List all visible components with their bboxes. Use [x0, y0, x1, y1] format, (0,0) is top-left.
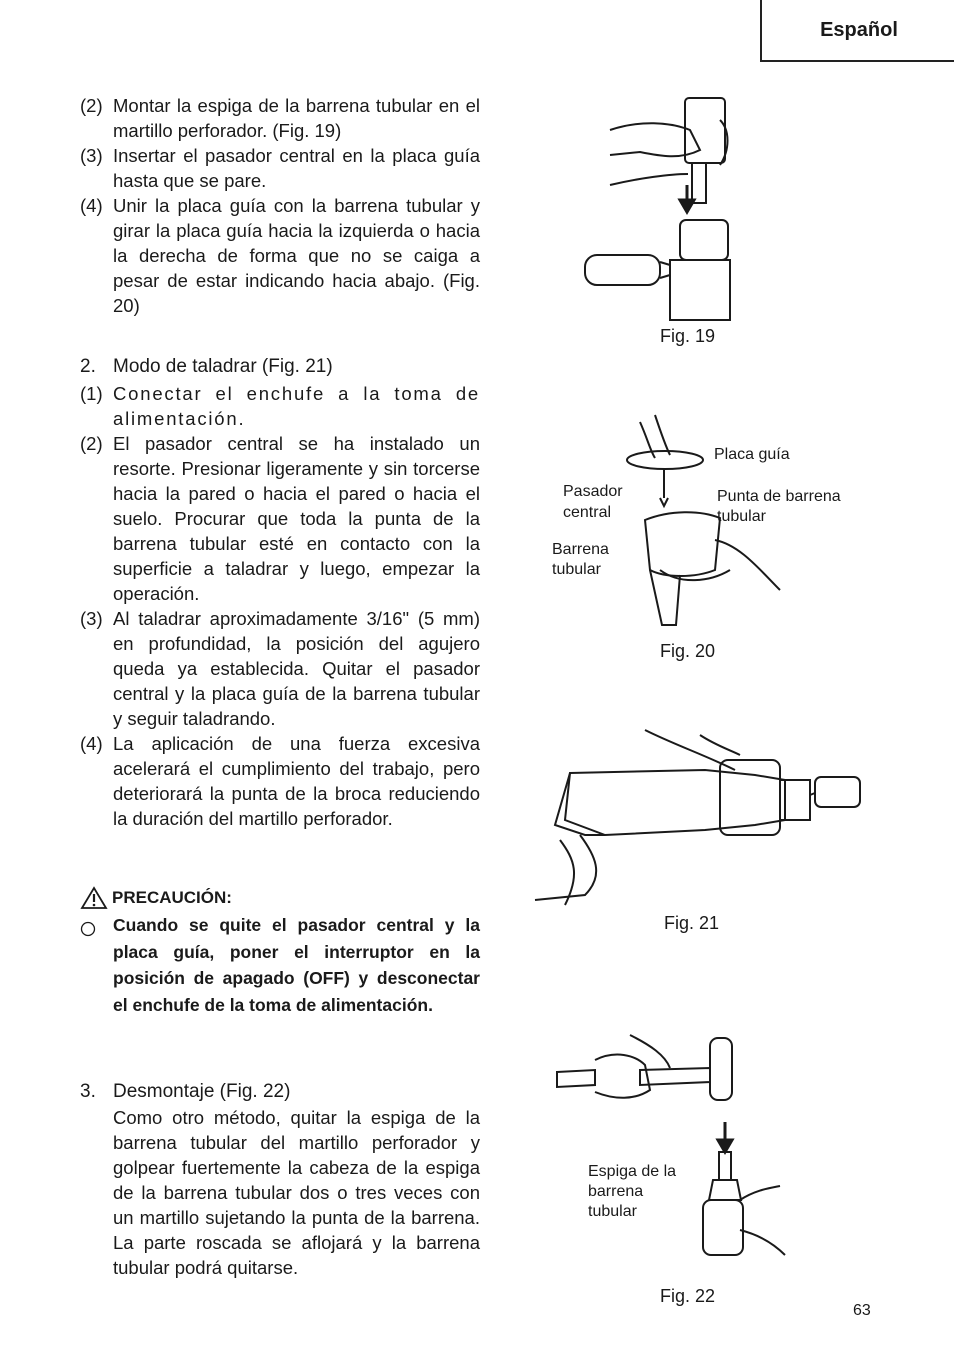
- section-text: Como otro método, quitar la espiga de la barrena tubular del martillo perforador y golpear fuertemente la cabeza de la espiga de la barrena tubular dos o tres veces con un martillo sujetando la punta de la barrena. La parte roscada se aflojará y la barrena tubular podrá quitarse.: [113, 1107, 480, 1278]
- label-line: Espiga de la: [588, 1163, 677, 1180]
- caution-block: [80, 885, 480, 1018]
- label-line: central: [563, 504, 612, 521]
- item-number: (4): [80, 195, 103, 216]
- item-number: (2): [80, 95, 103, 116]
- language-tab: [760, 0, 954, 62]
- fig-22-illustration: [555, 1030, 795, 1265]
- item-text: Conectar el enchufe a la toma de alimentación.: [113, 383, 480, 429]
- section-heading: [80, 1079, 480, 1104]
- label-line: barrena: [588, 1183, 644, 1200]
- label-line: Pasador: [563, 483, 623, 500]
- warning-triangle-icon: [80, 886, 108, 910]
- list-item: [80, 431, 480, 606]
- caution-heading: [80, 885, 480, 910]
- page-number: 63: [853, 1302, 871, 1319]
- item-number: (2): [80, 433, 103, 454]
- section-title: Modo de taladrar (Fig. 21): [113, 356, 333, 377]
- item-text: Al taladrar aproximadamente 3/16" (5 mm) en profundidad, la posición del agujero queda ya establecida. Quitar el pasador central y la placa guía de la barrena tubular y seguir taladrando.: [113, 608, 480, 729]
- caution-title: PRECAUCIÓN:: [112, 888, 232, 907]
- section-number: 2.: [80, 356, 96, 377]
- item-number: (1): [80, 383, 103, 404]
- label-line: Barrena: [552, 541, 609, 558]
- fig-21-illustration: [525, 725, 870, 915]
- section-number: 3.: [80, 1081, 96, 1102]
- item-number: (3): [80, 608, 103, 629]
- label-line: tubular: [552, 561, 601, 578]
- label-line: Punta de barrena: [717, 488, 841, 505]
- item-text: Unir la placa guía con la barrena tubular y girar la placa guía hacia la izquierda o hacia la derecha de forma que no se caiga a pesar de estar indicando hacia abajo. (Fig. 20): [113, 195, 480, 316]
- caution-item: [80, 912, 480, 1018]
- list-item: [80, 606, 480, 731]
- section-2: [80, 354, 480, 831]
- item-text: Montar la espiga de la barrena tubular en el martillo perforador. (Fig. 19): [113, 95, 480, 141]
- section-1: [80, 93, 480, 318]
- section-title: Desmontaje (Fig. 22): [113, 1081, 291, 1102]
- circle-bullet-icon: [80, 912, 113, 1018]
- fig-19-caption: Fig. 19: [660, 326, 716, 346]
- section-3: [80, 1079, 480, 1280]
- item-text: El pasador central se ha instalado un resorte. Presionar ligeramente y sin torcerse hacia la pared o hacia el pared o hacia el suelo. Procurar que toda la punta de la barrena tubular esté en contacto con la superficie a taladrar y luego, empezar la operación.: [113, 433, 480, 604]
- label-core-tip: [717, 487, 841, 527]
- list-item: [80, 731, 480, 831]
- list-item: [80, 143, 480, 193]
- fig-21-caption: Fig. 21: [664, 913, 720, 933]
- caution-text: Cuando se quite el pasador central y la placa guía, poner el interruptor en la posición de apagado (OFF) y desconectar el enchufe de la toma de alimentación.: [113, 915, 480, 1015]
- section-heading: [80, 354, 480, 379]
- label-shank: [588, 1162, 676, 1222]
- fig-20-caption: Fig. 20: [660, 641, 716, 661]
- list-item: [80, 381, 480, 431]
- item-number: (3): [80, 145, 103, 166]
- language-label: Español: [820, 18, 898, 41]
- label-center-pin: [563, 482, 623, 523]
- label-core-bit: [552, 540, 609, 580]
- label-line: tubular: [588, 1203, 637, 1220]
- item-number: (4): [80, 733, 103, 754]
- label-guide-plate: Placa guía: [714, 446, 790, 463]
- item-text: Insertar el pasador central en la placa guía hasta que se pare.: [113, 145, 480, 191]
- item-text: La aplicación de una fuerza excesiva acelerará el cumplimiento del trabajo, pero deteriorará la punta de la broca reduciendo la duración del martillo perforador.: [113, 733, 480, 829]
- label-line: tubular: [717, 508, 766, 525]
- fig-22-caption: Fig. 22: [660, 1286, 716, 1306]
- fig-19-illustration: [570, 90, 740, 325]
- list-item: [80, 193, 480, 318]
- list-item: [80, 93, 480, 143]
